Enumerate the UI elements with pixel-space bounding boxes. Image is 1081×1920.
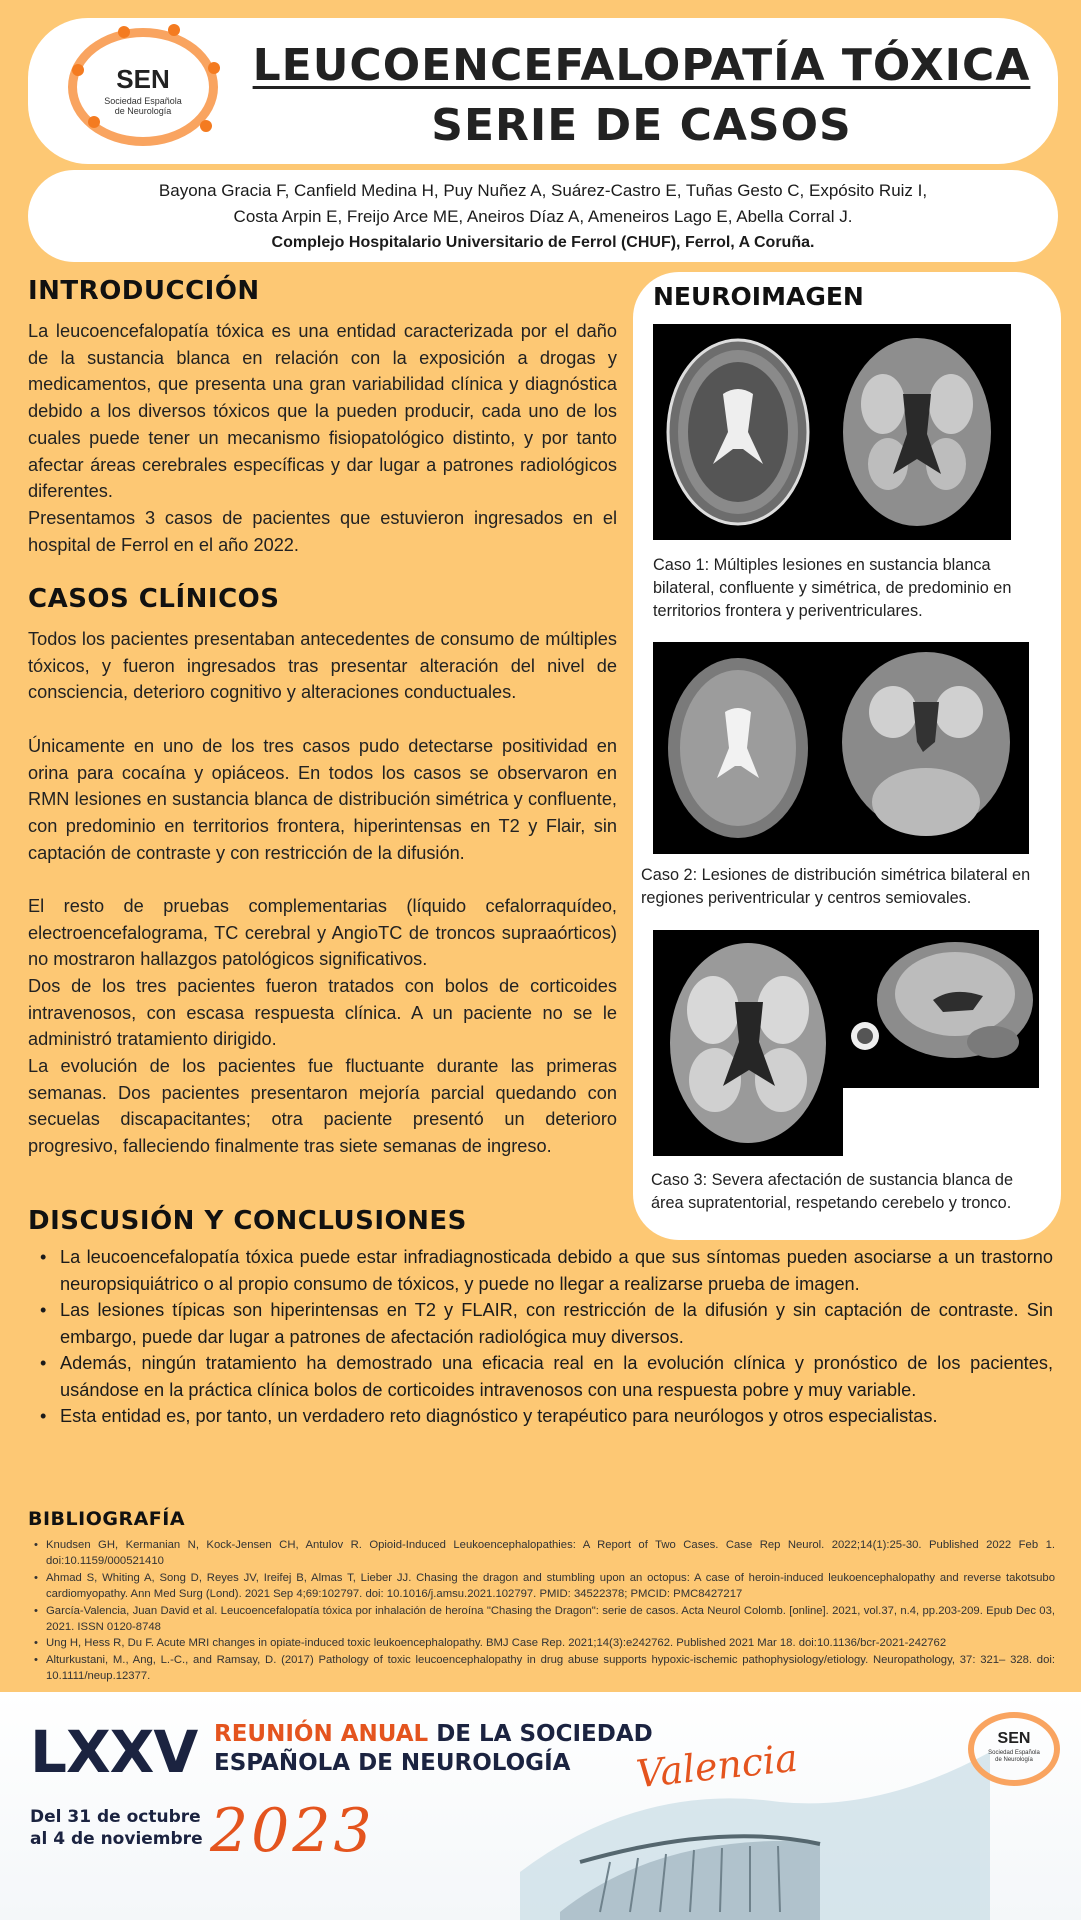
discussion-heading: DISCUSIÓN Y CONCLUSIONES <box>28 1206 467 1236</box>
congress-name-rest: DE LA SOCIEDAD <box>428 1721 653 1747</box>
footer-logo-abbr: SEN <box>997 1730 1031 1747</box>
discussion-bullet: • Esta entidad es, por tanto, un verdadero reto diagnóstico y terapéutico para neurólogos y otros especialistas. <box>28 1403 1053 1430</box>
intro-heading: INTRODUCCIÓN <box>28 276 260 306</box>
bibliography-list <box>28 1537 1055 1685</box>
discussion-bullet: • La leucoencefalopatía tóxica puede estar infradiagnosticada debido a que sus síntomas pueden asociarse a un trastorno neuropsiquiátrico o al propio consumo de tóxicos, y puede no llegar a realizarse prueba de imagen. <box>28 1244 1053 1297</box>
mri-case1-dwi <box>823 324 1011 540</box>
poster-title: LEUCOENCEFALOPATÍA TÓXICA <box>252 40 1031 91</box>
discussion-bullet: • Las lesiones típicas son hiperintensas en T2 y FLAIR, con restricción de la difusión y sin captación de contraste. Sin embargo, puede dar lugar a patrones de afectación radiológica muy diversos. <box>28 1297 1053 1350</box>
intro-paragraph-1: La leucoencefalopatía tóxica es una entidad caracterizada por el daño de la sustancia blanca en relación con la exposición a drogas y medicamentos, que presenta una gran variabilidad clínica y diagnóstica debido a los diversos tóxicos que la pueden producir, cada uno de los cuales puede tener un mecanismo fisiopatológico distinto, y por tanto afectar áreas cerebrales específicas y dar lugar a patrones radiológicos diferentes. <box>28 321 617 502</box>
congress-city: Valencia <box>634 1735 800 1797</box>
title-banner <box>28 18 1058 164</box>
reference-item: • Alturkustani, M., Ang, L.-C., and Ramsay, D. (2017) Pathology of toxic leucoencephalopathy in drug abuse supports hypoxic-ischemic pathophysiology/etiology. Neuropathology, 37: 321– 328. doi: 10.1111/neup.12377. <box>28 1652 1055 1685</box>
caption-case-3: Caso 3: Severa afectación de sustancia blanca de área supratentorial, respetando cerebelo y tronco. <box>651 1171 1014 1212</box>
cases-paragraph-4: Dos de los tres pacientes fueron tratados con bolos de corticoides intravenosos, con escasa respuesta clínica. A un paciente no se le administró tratamiento dirigido. <box>28 976 617 1050</box>
neuroimaging-panel <box>633 272 1061 1240</box>
cases-paragraph-3: El resto de pruebas complementarias (líquido cefalorraquídeo, electroencefalograma, TC cerebral y AngioTC de troncos supraaórticos) no mostraron hallazgos patológicos significativos. <box>28 896 617 970</box>
mri-case1-t2 <box>653 324 823 540</box>
footer-logo-name: Sociedad Española de Neurología <box>988 1750 1040 1763</box>
cases-heading: CASOS CLÍNICOS <box>28 584 280 614</box>
logo-name: Sociedad Española de Neurología <box>104 96 182 116</box>
cases-paragraph-5: La evolución de los pacientes fue fluctuante durante las primeras semanas. Dos pacientes presentaron mejoría parcial quedando con secuelas discapacitantes; otra paciente presentó un deterioro progresivo, falleciendo finalmente tras siete semanas de ingreso. <box>28 1056 617 1157</box>
institution: Complejo Hospitalario Universitario de Ferrol (CHUF), Ferrol, A Coruña. <box>271 234 815 251</box>
reference-item: • García-Valencia, Juan David et al. Leucoencefalopatía tóxica por inhalación de heroína "Chasing the Dragon": serie de casos. Acta Neurol Colomb. [online]. 2021, vol.37, n.4, pp.203-209. Epub Dec 03, 2021. ISSN 0120-8748 <box>28 1603 1055 1636</box>
congress-dates <box>30 1806 203 1850</box>
discussion-bullet: • Además, ningún tratamiento ha demostrado una eficacia real en la evolución clínica y pronóstico de los pacientes, usándose en la práctica clínica bolos de corticoides intravenosos con una respuesta pobre y muy variable. <box>28 1350 1053 1403</box>
caption-case-1: Caso 1: Múltiples lesiones en sustancia blanca bilateral, confluente y simétrica, de predominio en territorios frontera y periventriculares. <box>653 556 1012 620</box>
logo-abbr: SEN <box>116 64 170 94</box>
congress-year: 2023 <box>210 1796 375 1866</box>
intro-paragraph-2: Presentamos 3 casos de pacientes que estuvieron ingresados en el hospital de Ferrol en el año 2022. <box>28 508 617 555</box>
reference-item: • Knudsen GH, Kermanian N, Kock-Jensen CH, Antulov R. Opioid-Induced Leukoencephalopathies: A Report of Two Cases. Case Rep Neurol. 2022;14(1):25-30. Published 2022 Feb 1. doi:10.1159/000521410 <box>28 1537 1055 1570</box>
caption-case-2: Caso 2: Lesiones de distribución simétrica bilateral en regiones periventricular y centros semiovales. <box>641 866 1031 907</box>
congress-name-highlight: REUNIÓN ANUAL <box>214 1721 429 1747</box>
congress-name <box>214 1720 653 1778</box>
congress-name-line-2: ESPAÑOLA DE NEUROLOGÍA <box>214 1750 571 1776</box>
footer-sen-logo <box>968 1712 1060 1786</box>
mri-case3-dwi <box>653 930 843 1156</box>
bibliography-heading: BIBLIOGRAFÍA <box>28 1508 186 1530</box>
sen-logo <box>58 24 228 156</box>
authors-banner <box>28 170 1058 262</box>
mri-case2-flair <box>823 642 1029 854</box>
dates-line-1: Del 31 de octubre <box>30 1807 201 1827</box>
reference-item: • Ung H, Hess R, Du F. Acute MRI changes in opiate-induced toxic leukoencephalopathy. BMJ Case Rep. 2021;14(3):e242762. Published 2021 Mar 18. doi:10.1136/bcr-2021-242762 <box>28 1635 1055 1651</box>
reference-item: • Ahmad S, Whiting A, Song D, Reyes JV, Ireifej B, Almas T, Lieber JJ. Chasing the dragon and stumbling upon an octopus: A case of heroin-induced leukoencephalopathy and reverse takotsubo cardiomyopathy. Ann Med Surg (Lond). 2021 Sep 4;69:102797. doi: 10.1016/j.amsu.2021.102797. PMID: 34522378; PMCID: PMC8427217 <box>28 1570 1055 1603</box>
congress-number: LXXV <box>30 1718 198 1786</box>
discussion-list <box>28 1244 1053 1430</box>
cases-paragraph-2: Únicamente en uno de los tres casos pudo detectarse positividad en orina para cocaína y opiáceos. En todos los casos se observaron en RMN lesiones en sustancia blanca de distribución simétrica y confluente, con predominio en territorios frontera, hiperintensas en T2 y Flair, sin captación de contraste y con restricción de la difusión. <box>28 736 617 863</box>
congress-footer <box>0 1692 1081 1920</box>
cases-paragraph-1: Todos los pacientes presentaban antecedentes de consumo de múltiples tóxicos, y fueron ingresados tras presentar alteración del nivel de consciencia, deterioro cognitivo y alteraciones conductuales. <box>28 629 617 703</box>
authors-line-1: Bayona Gracia F, Canfield Medina H, Puy Nuñez A, Suárez-Castro E, Tuñas Gesto C, Expósito Ruiz I, <box>158 181 928 200</box>
neuro-heading: NEUROIMAGEN <box>653 282 864 311</box>
poster-subtitle: SERIE DE CASOS <box>431 100 852 151</box>
authors-line-2: Costa Arpin E, Freijo Arce ME, Aneiros Díaz A, Ameneiros Lago E, Abella Corral J. <box>233 207 853 226</box>
dates-line-2: al 4 de noviembre <box>30 1829 203 1849</box>
mri-case3-sagittal <box>843 930 1039 1088</box>
mri-case2-t2 <box>653 642 823 854</box>
